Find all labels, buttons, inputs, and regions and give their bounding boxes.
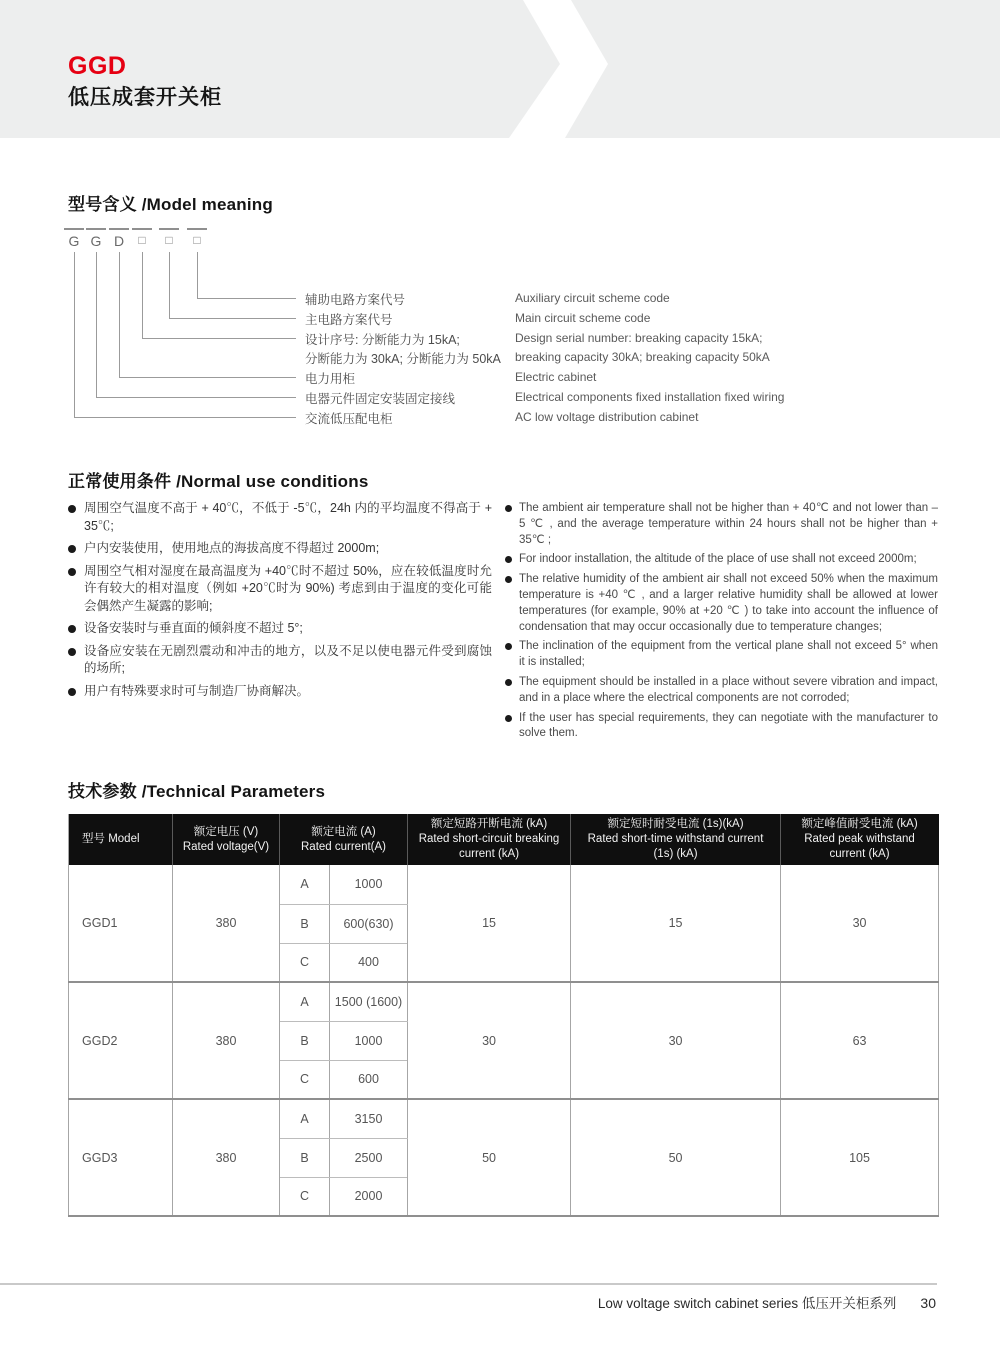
cell-breaking: 30 xyxy=(408,982,571,1099)
condition-text-zh: 户内安装使用，使用地点的海拔高度不得超过 2000m; xyxy=(84,541,380,555)
col-header-en: Rated short-circuit breaking current (kA) xyxy=(418,833,560,860)
cell-voltage: 380 xyxy=(173,865,280,982)
connector-line xyxy=(197,252,198,298)
page-header xyxy=(0,0,1000,138)
connector-line xyxy=(169,318,296,319)
cell-current-letter: B xyxy=(280,1021,330,1060)
bullet-icon xyxy=(505,679,512,686)
cell-current-value: 600 xyxy=(330,1060,408,1099)
cell-voltage: 380 xyxy=(173,982,280,1099)
condition-item xyxy=(68,620,492,638)
cell-current-letter: B xyxy=(280,904,330,943)
cell-current-letter: C xyxy=(280,1060,330,1099)
condition-item xyxy=(505,552,938,568)
model-code-box: □ xyxy=(187,228,207,247)
condition-item xyxy=(505,711,938,743)
col-header-zh: 额定电压 (V) xyxy=(193,825,259,838)
table-row xyxy=(69,1099,939,1138)
cell-model: GGD3 xyxy=(69,1099,173,1216)
model-meaning-title: 型号含义 /Model meaning xyxy=(68,195,273,214)
col-header-zh: 额定短路开断电流 (kA) xyxy=(430,818,548,830)
bullet-icon xyxy=(68,568,76,576)
cell-model: GGD1 xyxy=(69,865,173,982)
condition-text-en: The inclination of the equipment from the vertical plane shall not exceed 5° when it is installed; xyxy=(519,640,938,669)
bullet-icon xyxy=(505,556,512,563)
model-label-en: Electrical components fixed installation fixed wiring xyxy=(515,390,785,404)
cell-withstand: 50 xyxy=(571,1099,781,1216)
model-code-box: □ xyxy=(159,228,179,247)
col-header-voltage xyxy=(173,814,280,865)
cell-peak: 105 xyxy=(781,1099,939,1216)
condition-text-zh: 设备应安装在无剧烈震动和冲击的地方，以及不足以使电器元件受到腐蚀的场所; xyxy=(84,643,492,675)
model-code-char: D xyxy=(109,228,129,249)
bullet-icon xyxy=(505,576,512,583)
cell-current-letter: C xyxy=(280,1177,330,1216)
condition-item xyxy=(505,639,938,671)
condition-item xyxy=(68,683,492,701)
col-header-peak xyxy=(781,814,939,865)
use-conditions-en-column xyxy=(505,501,938,742)
bullet-icon xyxy=(68,688,76,696)
condition-text-zh: 设备安装时与垂直面的倾斜度不超过 5°; xyxy=(84,621,303,635)
cell-current-value: 1500 (1600) xyxy=(330,982,408,1021)
page-number: 30 xyxy=(920,1295,936,1311)
condition-item xyxy=(505,572,938,635)
table-row xyxy=(69,982,939,1021)
condition-item xyxy=(68,500,492,535)
connector-line xyxy=(197,298,296,299)
model-label-en: Auxiliary circuit scheme code xyxy=(515,291,670,305)
connector-line xyxy=(119,252,120,377)
model-label-en: breaking capacity 30kA; breaking capacity 50kA xyxy=(515,350,770,364)
col-header-zh: 额定短时耐受电流 (1s)(kA) xyxy=(607,818,744,830)
model-label-zh: 主电路方案代号 xyxy=(305,313,393,327)
cell-current-letter: B xyxy=(280,1138,330,1177)
connector-line xyxy=(142,338,296,339)
connector-line xyxy=(96,397,296,398)
condition-item xyxy=(68,563,492,616)
condition-item xyxy=(68,643,492,678)
use-conditions-zh-column xyxy=(68,500,492,700)
model-code-box: □ xyxy=(132,228,152,247)
bullet-icon xyxy=(68,505,76,513)
col-header-en: Rated current(A) xyxy=(301,840,387,853)
brand-title: GGD xyxy=(68,52,127,80)
condition-text-zh: 周围空气温度不高于 + 40℃，不低于 -5℃，24h 内的平均温度不得高于 + 35℃; xyxy=(84,501,492,533)
cell-peak: 30 xyxy=(781,865,939,982)
tech-params-title: 技术参数 /Technical Parameters xyxy=(68,782,326,801)
cell-current-value: 1000 xyxy=(330,865,408,904)
model-label-en: Electric cabinet xyxy=(515,370,597,384)
cell-current-value: 600(630) xyxy=(330,904,408,943)
col-header-current xyxy=(280,814,408,865)
condition-text-en: The ambient air temperature shall not be higher than + 40℃ and not lower than –5 ℃ , and the average temperature within 24 hours shall not be higher than + 35℃ ; xyxy=(519,502,938,546)
col-header-withstand xyxy=(571,814,781,865)
cell-current-letter: C xyxy=(280,943,330,982)
model-label-zh: 交流低压配电柜 xyxy=(305,412,393,426)
page-subtitle: 低压成套开关柜 xyxy=(68,86,222,109)
condition-text-en: The relative humidity of the ambient air shall not exceed 50% when the maximum temperature is +40 ℃ , and a larger relative humidity shall be allowed at lower temperatures (for example, 90% at +20 ℃ ) to take into account the influence of condensation that may occur occasionally due to temperature changes; xyxy=(519,573,938,633)
table-row xyxy=(69,865,939,904)
cell-withstand: 30 xyxy=(571,982,781,1099)
col-header-en: Rated voltage(V) xyxy=(182,840,270,853)
connector-line xyxy=(74,252,75,417)
condition-text-en: If the user has special requirements, they can negotiate with the manufacturer to solve them. xyxy=(519,711,938,740)
connector-line xyxy=(96,252,97,397)
condition-text-zh: 用户有特殊要求时可与制造厂协商解决。 xyxy=(84,683,310,698)
bullet-icon xyxy=(505,505,512,512)
cell-current-letter: A xyxy=(280,982,330,1021)
cell-withstand: 15 xyxy=(571,865,781,982)
col-header-zh: 额定电流 (A) xyxy=(311,825,376,838)
params-table xyxy=(68,814,939,1217)
connector-line xyxy=(119,377,296,378)
model-label-en: Design serial number: breaking capacity 15kA; xyxy=(515,331,763,345)
footer xyxy=(598,1292,936,1312)
chevron-icon xyxy=(0,0,1000,138)
col-header-breaking xyxy=(408,814,571,865)
col-header-en: Rated short-time withstand current (1s) (kA) xyxy=(587,833,764,860)
cell-breaking: 15 xyxy=(408,865,571,982)
cell-current-value: 2500 xyxy=(330,1138,408,1177)
bullet-icon xyxy=(505,643,512,650)
model-label-en: AC low voltage distribution cabinet xyxy=(515,410,699,424)
cell-voltage: 380 xyxy=(173,1099,280,1216)
footer-divider xyxy=(0,1283,937,1285)
bullet-icon xyxy=(505,715,512,722)
col-header-en: Rated peak withstand current (kA) xyxy=(804,833,915,860)
condition-item xyxy=(505,501,938,548)
condition-text-zh: 周围空气相对湿度在最高温度为 +40℃时不超过 50%，应在较低温度时允许有较大的相对温度（例如 +20℃时为 90%) 考虑到由于温度的变化可能会偶然产生凝露的影响; xyxy=(84,563,492,613)
model-code-char: G xyxy=(86,228,106,249)
condition-item xyxy=(505,675,938,707)
connector-line xyxy=(169,252,170,318)
bullet-icon xyxy=(68,648,76,656)
cell-peak: 63 xyxy=(781,982,939,1099)
cell-current-value: 3150 xyxy=(330,1099,408,1138)
bullet-icon xyxy=(68,545,76,553)
col-header-zh: 额定峰值耐受电流 (kA) xyxy=(801,818,918,830)
cell-current-value: 1000 xyxy=(330,1021,408,1060)
table-header-row xyxy=(69,814,939,865)
condition-text-en: For indoor installation, the altitude of the place of use shall not exceed 2000m; xyxy=(519,553,917,566)
condition-text-en: The equipment should be installed in a place without severe vibration and impact, and in a place where the electrical components are not corroded; xyxy=(519,675,938,704)
col-header-model: 型号 Model xyxy=(69,814,173,865)
model-label-zh: 电力用柜 xyxy=(305,372,356,386)
connector-line xyxy=(74,417,296,418)
cell-current-value: 2000 xyxy=(330,1177,408,1216)
cell-model: GGD2 xyxy=(69,982,173,1099)
bullet-icon xyxy=(68,625,76,633)
model-label-en: Main circuit scheme code xyxy=(515,311,651,325)
model-label-zh: 辅助电路方案代号 xyxy=(305,293,406,307)
footer-series-label: Low voltage switch cabinet series 低压开关柜系列 xyxy=(597,1296,897,1311)
model-label-zh: 电器元件固定安装固定接线 xyxy=(305,392,456,406)
model-label-zh: 分断能力为 30kA; 分断能力为 50kA xyxy=(305,352,501,366)
condition-item xyxy=(68,540,492,558)
model-label-zh: 设计序号: 分断能力为 15kA; xyxy=(305,333,460,347)
model-code-char: G xyxy=(64,228,84,249)
cell-current-letter: A xyxy=(280,865,330,904)
cell-current-value: 400 xyxy=(330,943,408,982)
use-conditions-title: 正常使用条件 /Normal use conditions xyxy=(68,472,369,491)
cell-breaking: 50 xyxy=(408,1099,571,1216)
cell-current-letter: A xyxy=(280,1099,330,1138)
connector-line xyxy=(142,252,143,338)
